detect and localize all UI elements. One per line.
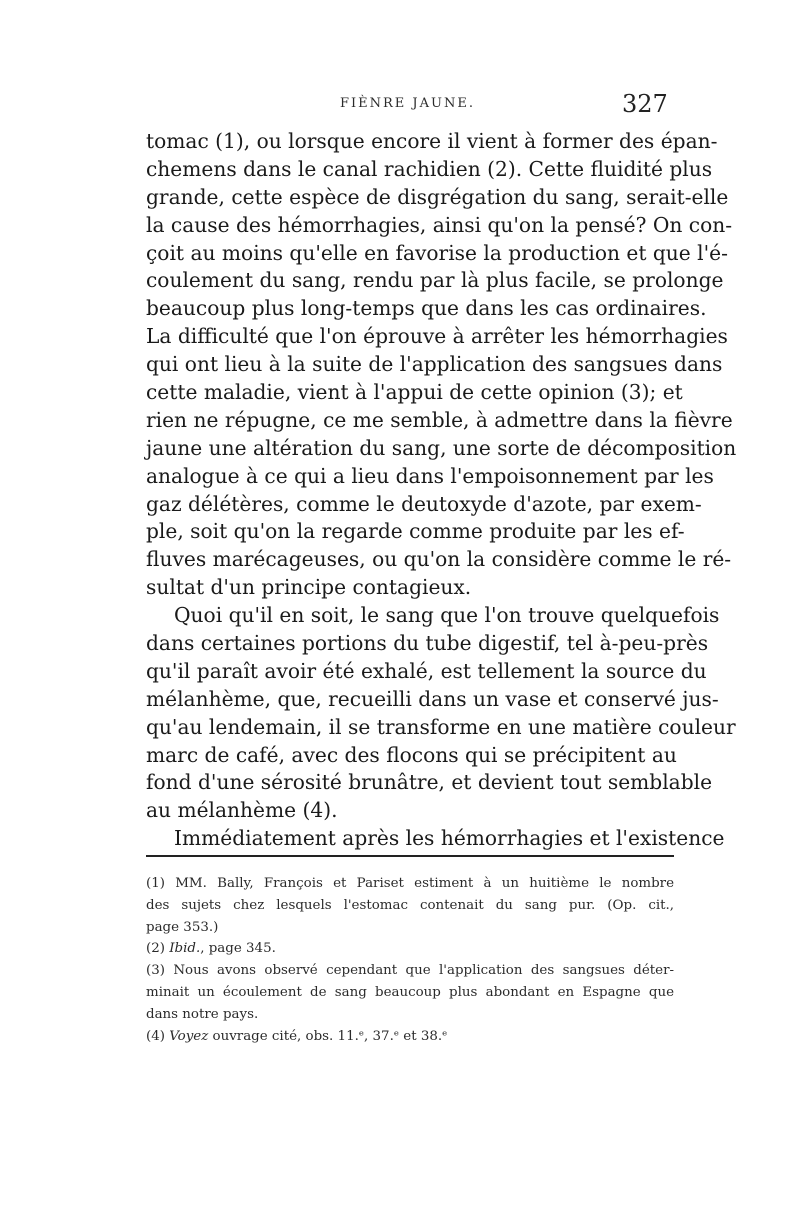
footnote-line: page 353.)	[146, 919, 219, 935]
text-line: grande, cette espèce de disgrégation du sang, serait-elle	[146, 184, 729, 209]
text-line: qu'il paraît avoir été exhalé, est tellement la source du	[146, 658, 707, 683]
text-line: sultat d'un principe contagieux.	[146, 575, 472, 600]
text-line: analogue à ce qui a lieu dans l'empoisonnement par les	[146, 463, 714, 488]
footnote-reference: Ibid.	[169, 941, 201, 957]
footnote-line: dans notre pays.	[146, 1006, 259, 1022]
footnote-reference: Voyez	[169, 1028, 209, 1044]
text-line: gaz délétères, comme le deutoxyde d'azote, par exem-	[146, 491, 702, 516]
text-line: ple, soit qu'on la regarde comme produite par les ef-	[146, 519, 685, 544]
text-line: fluves marécageuses, ou qu'on la considère comme le ré-	[146, 547, 732, 572]
text-line: cette maladie, vient à l'appui de cette opinion (3); et	[146, 380, 683, 405]
text-line: la cause des hémorrhagies, ainsi qu'on la pensé? On con-	[146, 212, 733, 237]
text-line: fond d'une sérosité brunâtre, et devient tout semblable	[146, 770, 713, 795]
footnote-text: ouvrage cité, obs. 11.ᵉ, 37.ᵉ et 38.ᵉ	[208, 1028, 448, 1044]
footnote-rule	[146, 855, 674, 857]
footnote-number: (4)	[146, 1028, 170, 1044]
page-number: 327	[622, 90, 668, 118]
footnote-line: (3) Nous avons observé cependant que l'application des sangsues déter-	[146, 963, 674, 979]
text-line: dans certaines portions du tube digestif, tel à-peu-près	[146, 631, 709, 656]
footnote-line	[146, 1026, 674, 1048]
body-text	[146, 128, 737, 853]
text-line: coulement du sang, rendu par là plus facile, se prolonge	[146, 268, 724, 293]
text-line: chemens dans le canal rachidien (2). Cette fluidité plus	[146, 156, 713, 181]
running-head: FIÈNRE JAUNE.	[340, 96, 475, 111]
text-line: Quoi qu'il en soit, le sang que l'on trouve quelquefois	[174, 603, 720, 628]
text-line: qu'au lendemain, il se transforme en une matière couleur	[146, 714, 736, 739]
footnote-line: minait un écoulement de sang beaucoup plus abondant en Espagne que	[146, 984, 674, 1000]
text-line: çoit au moins qu'elle en favorise la production et que l'é-	[146, 240, 728, 265]
text-line: tomac (1), ou lorsque encore il vient à former des épan-	[146, 129, 718, 153]
text-line: au mélanhème (4).	[146, 798, 338, 823]
text-line: jaune une altération du sang, une sorte de décomposition	[146, 435, 737, 460]
footnotes	[146, 873, 674, 1047]
footnote-text: , page 345.	[200, 941, 276, 957]
footnote-line: des sujets chez lesquels l'estomac contenait du sang pur. (Op. cit.,	[146, 897, 674, 913]
footnote-line	[146, 938, 674, 960]
footnote-number: (2)	[146, 941, 170, 957]
text-line: rien ne répugne, ce me semble, à admettre dans la fièvre	[146, 407, 733, 432]
text-line: mélanhème, que, recueilli dans un vase et conservé jus-	[146, 686, 719, 711]
text-line: Immédiatement après les hémorrhagies et l'existence	[174, 826, 725, 851]
text-line: marc de café, avec des flocons qui se précipitent au	[146, 742, 677, 767]
text-line: qui ont lieu à la suite de l'application des sangsues dans	[146, 352, 723, 377]
text-line: beaucoup plus long-temps que dans les cas ordinaires.	[146, 296, 707, 321]
text-line: La difficulté que l'on éprouve à arrêter les hémorrhagies	[146, 324, 728, 349]
footnote-line: (1) MM. Bally, François et Pariset estiment à un huitième le nombre	[146, 876, 674, 891]
